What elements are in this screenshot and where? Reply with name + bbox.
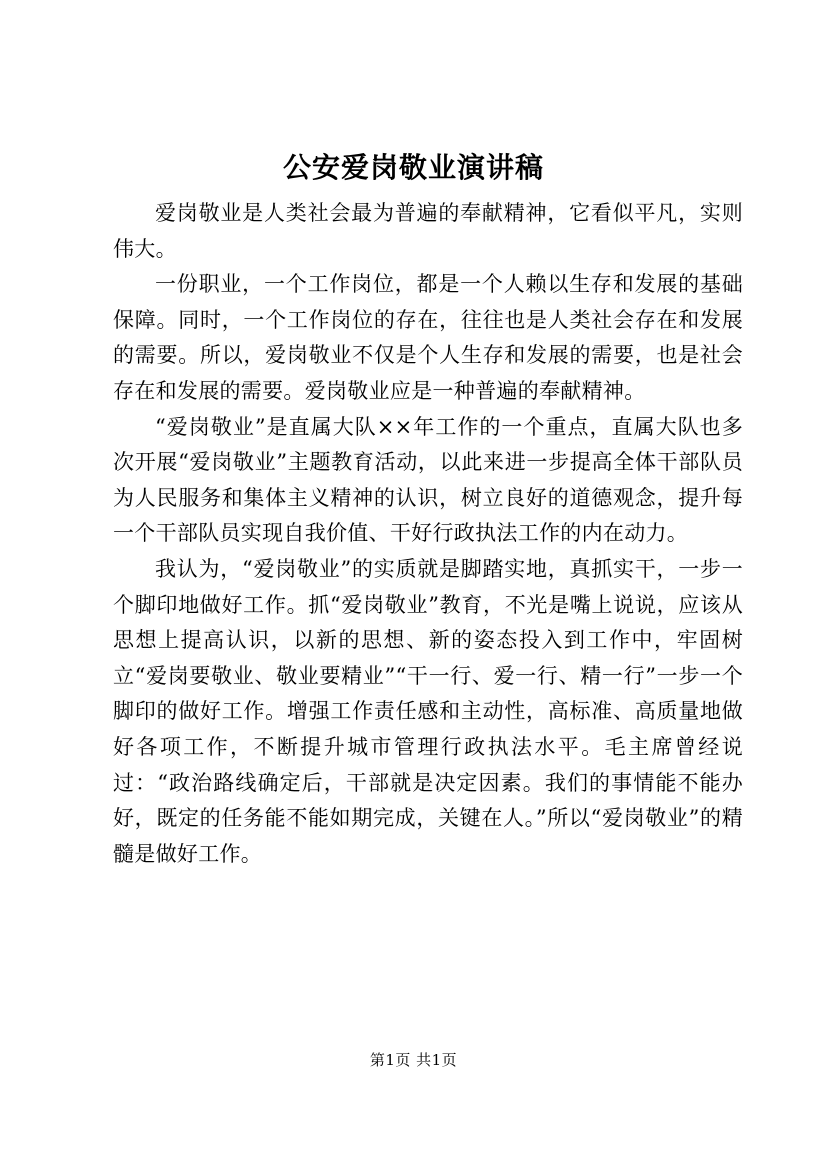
document-body — [113, 196, 743, 872]
document-title: 公安爱岗敬业演讲稿 — [282, 151, 544, 184]
paragraph-3: “爱岗敬业”是直属大队××年工作的一个重点，直属大队也多次开展“爱岗敬业”主题教育活动，以此来进一步提高全体干部队员为人民服务和集体主义精神的认识，树立良好的道德观念，提升每一个干部队员实现自我价值、干好行政执法工作的内在动力。 — [113, 414, 743, 546]
paragraph-1: 爱岗敬业是人类社会最为普遍的奉献精神，它看似平凡，实则伟大。 — [113, 201, 743, 261]
paragraph-2: 一份职业，一个工作岗位，都是一个人赖以生存和发展的基础保障。同时，一个工作岗位的存在，往往也是人类社会存在和发展的需要。所以，爱岗敬业不仅是个人生存和发展的需要，也是社会存在和发展的需要。爱岗敬业应是一种普遍的奉献精神。 — [113, 272, 743, 403]
paragraph-4: 我认为，“爱岗敬业”的实质就是脚踏实地，真抓实干，一步一个脚印地做好工作。抓“爱岗敬业”教育，不光是嘴上说说，应该从思想上提高认识，以新的思想、新的姿态投入到工作中，牢固树立“爱岗要敬业、敬业要精业”“干一行、爱一行、精一行”一步一个脚印的做好工作。增强工作责任感和主动性，高标准、高质量地做好各项工作，不断提升城市管理行政执法水平。毛主席曾经说过：“政治路线确定后，干部就是决定因素。我们的事情能不能办好，既定的任务能不能如期完成，关键在人。”所以“爱岗敬业”的精髓是做好工作。 — [113, 556, 743, 866]
page-footer: 第1页 共1页 — [369, 1051, 458, 1069]
